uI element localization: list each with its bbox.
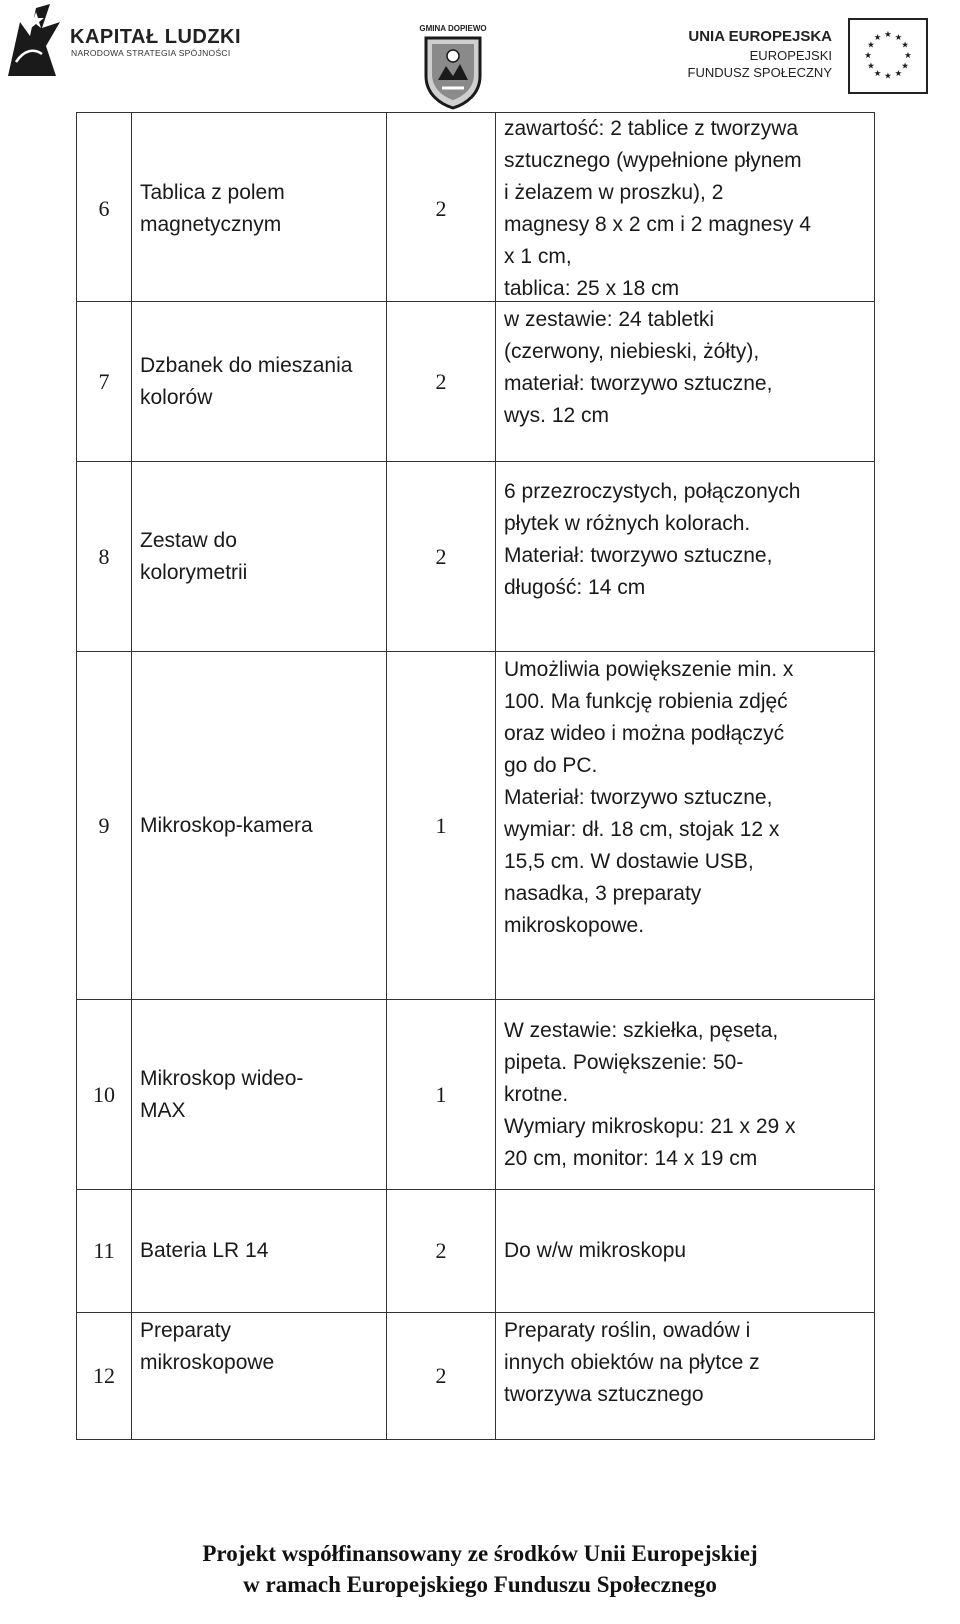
item-quantity: 2 <box>387 302 496 461</box>
description-line: wys. 12 cm <box>504 404 610 427</box>
svg-text:★: ★ <box>884 71 892 82</box>
description-line: W zestawie: szkiełka, pęseta, <box>504 1018 779 1042</box>
item-quantity: 2 <box>387 113 496 305</box>
page-header <box>0 0 960 112</box>
gmina-dopiewo-crest <box>418 18 488 114</box>
item-name-line: Bateria LR 14 <box>140 1239 269 1262</box>
item-name <box>132 1313 387 1439</box>
item-name-line: Mikroskop wideo- <box>140 1066 304 1090</box>
description-line: 20 cm, monitor: 14 x 19 cm <box>504 1146 758 1170</box>
footer-line-2: w ramach Europejskiego Funduszu Społecznego <box>243 1572 717 1597</box>
description-line: wymiar: dł. 18 cm, stojak 12 x <box>504 818 780 841</box>
kapital-ludzki-title: KAPITAŁ LUDZKI <box>70 26 242 48</box>
svg-text:★: ★ <box>864 50 872 61</box>
description-line: pipeta. Powiększenie: 50- <box>504 1050 744 1074</box>
description-line: krotne. <box>504 1082 569 1106</box>
coat-of-arms-icon <box>424 36 482 110</box>
description-line: Materiał: tworzywo sztuczne, <box>504 786 773 809</box>
item-description <box>496 302 874 461</box>
description-line: tworzywa sztucznego <box>504 1383 704 1406</box>
row-number: 8 <box>77 462 132 651</box>
description-line: tablica: 25 x 18 cm <box>504 277 680 300</box>
description-line: zawartość: 2 tablice z tworzywa <box>504 117 799 140</box>
description-line: go do PC. <box>504 754 598 777</box>
table-row <box>77 1000 874 1190</box>
description-line: w zestawie: 24 tabletki <box>504 308 715 331</box>
item-name-line: kolorymetrii <box>140 560 248 584</box>
item-description <box>496 1000 874 1189</box>
table-row <box>77 652 874 1000</box>
item-description <box>496 652 874 999</box>
description-line: magnesy 8 x 2 cm i 2 magnesy 4 <box>504 213 811 236</box>
description-line: i żelazem w proszku), 2 <box>504 181 724 204</box>
description-line: (czerwony, niebieski, żółty), <box>504 340 760 363</box>
gmina-name: GMINA DOPIEWO <box>419 24 487 33</box>
svg-text:★: ★ <box>901 40 909 51</box>
row-number: 11 <box>77 1190 132 1312</box>
svg-text:★: ★ <box>867 40 875 51</box>
description-line: długość: 14 cm <box>504 576 646 599</box>
row-number: 12 <box>77 1313 132 1439</box>
description-line: 100. Ma funkcję robienia zdjęć <box>504 690 788 713</box>
table-row <box>77 462 874 652</box>
ue-title: UNIA EUROPEJSKA <box>688 28 832 45</box>
table-row <box>77 1313 874 1440</box>
item-quantity: 2 <box>387 1313 496 1439</box>
description-line: materiał: tworzywo sztuczne, <box>504 372 773 395</box>
svg-text:★: ★ <box>894 32 903 43</box>
item-name-line: kolorów <box>140 385 213 409</box>
svg-text:★: ★ <box>873 68 882 79</box>
description-line: Materiał: tworzywo sztuczne, <box>504 544 773 567</box>
description-line: Wymiary mikroskopu: 21 x 29 x <box>504 1114 796 1138</box>
svg-text:★: ★ <box>884 30 892 41</box>
ue-line-2: EUROPEJSKI <box>749 48 832 63</box>
item-name <box>132 462 387 651</box>
description-line: Do w/w mikroskopu <box>504 1239 687 1262</box>
item-name-line: Preparaty <box>140 1319 232 1342</box>
description-line: sztucznego (wypełnione płynem <box>504 149 802 172</box>
item-name-line: Mikroskop-kamera <box>140 813 313 837</box>
row-number: 10 <box>77 1000 132 1189</box>
item-name-line: Tablica z polem <box>140 181 285 204</box>
item-description <box>496 1190 874 1312</box>
ue-line-3: FUNDUSZ SPOŁECZNY <box>687 65 832 80</box>
description-line: 6 przezroczystych, połączonych <box>504 480 801 503</box>
equipment-table <box>76 112 875 1440</box>
item-name-line: Zestaw do <box>140 528 237 552</box>
row-number: 7 <box>77 302 132 461</box>
item-quantity: 1 <box>387 652 496 999</box>
description-line: oraz wideo i można podłączyć <box>504 722 785 745</box>
svg-text:★: ★ <box>901 61 909 72</box>
svg-text:★: ★ <box>904 50 912 61</box>
kapital-ludzki-emblem-icon <box>6 2 64 78</box>
item-name <box>132 302 387 461</box>
description-line: x 1 cm, <box>504 245 572 268</box>
item-name <box>132 1000 387 1189</box>
item-name-line: magnetycznym <box>140 213 282 236</box>
unia-europejska-logo <box>687 16 960 96</box>
item-quantity: 2 <box>387 1190 496 1312</box>
svg-text:★: ★ <box>894 68 903 79</box>
description-line: nasadka, 3 preparaty <box>504 882 702 905</box>
item-name <box>132 652 387 999</box>
eu-flag-icon <box>848 18 928 94</box>
description-line: Umożliwia powiększenie min. x <box>504 658 794 681</box>
item-name-line: mikroskopowe <box>140 1351 275 1374</box>
item-description <box>496 113 874 305</box>
item-description <box>496 462 874 651</box>
svg-text:★: ★ <box>867 61 875 72</box>
item-name <box>132 113 387 305</box>
table-row <box>77 113 874 302</box>
svg-text:★: ★ <box>873 32 882 43</box>
page-footer <box>0 1538 960 1600</box>
row-number: 6 <box>77 113 132 305</box>
description-line: 15,5 cm. W dostawie USB, <box>504 850 754 873</box>
table-row <box>77 302 874 462</box>
description-line: innych obiektów na płytce z <box>504 1351 760 1374</box>
kapital-ludzki-logo <box>6 2 246 80</box>
item-quantity: 2 <box>387 462 496 651</box>
footer-line-1: Projekt współfinansowany ze środków Unii Europejskiej <box>202 1541 758 1566</box>
item-description <box>496 1313 874 1439</box>
item-name-line: Dzbanek do mieszania <box>140 353 353 377</box>
item-quantity: 1 <box>387 1000 496 1189</box>
table-row <box>77 1190 874 1313</box>
item-name-line: MAX <box>140 1098 186 1122</box>
item-name <box>132 1190 387 1312</box>
description-line: mikroskopowe. <box>504 914 645 937</box>
row-number: 9 <box>77 652 132 999</box>
description-line: płytek w różnych kolorach. <box>504 512 751 535</box>
description-line: Preparaty roślin, owadów i <box>504 1319 751 1342</box>
kapital-ludzki-subtitle: NARODOWA STRATEGIA SPÓJNOŚCI <box>71 48 231 58</box>
